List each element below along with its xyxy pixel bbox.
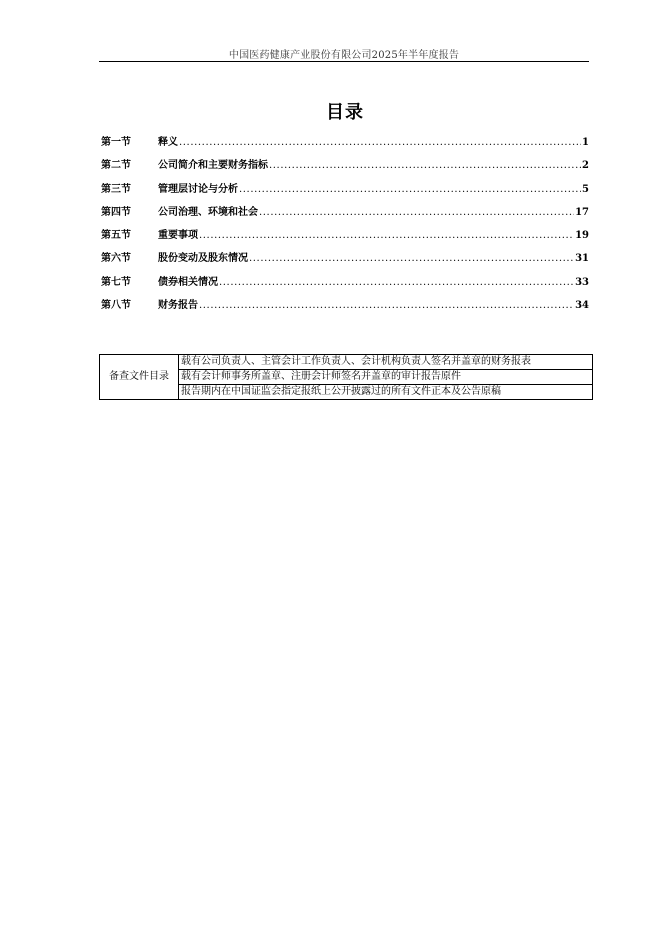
toc-page-number: 17 [575,206,589,218]
toc-section-title: 债券相关情况 [158,276,218,288]
toc-entry[interactable] [101,226,589,249]
toc-dot-leader [239,184,581,195]
table-row [100,355,593,370]
reference-documents-table [99,354,593,400]
toc-dot-leader [199,230,574,241]
toc-dot-leader [179,137,581,148]
toc-page-number: 34 [575,300,589,312]
toc-dot-leader [199,300,574,311]
toc-section-title: 公司治理、环境和社会 [158,206,258,218]
toc-dot-leader [259,207,574,218]
toc-page-number: 33 [575,276,589,288]
toc-section-number: 第四节 [101,206,131,218]
page-header: 中国医药健康产业股份有限公司2025年半年度报告 [228,50,460,61]
toc-entry[interactable] [101,133,589,156]
toc-section-number: 第五节 [101,230,131,242]
reference-documents-label: 备查文件目录 [100,355,179,400]
toc-page-number: 31 [575,253,589,265]
reference-document-item: 载有会计师事务所盖章、注册会计师签名并盖章的审计报告原件 [179,370,593,385]
toc-section-title: 管理层讨论与分析 [158,183,238,195]
toc-section-number: 第七节 [101,276,131,288]
toc-entry[interactable] [101,180,589,203]
toc-section-title: 重要事项 [158,230,198,242]
toc-entry[interactable] [101,296,589,319]
reference-document-item: 载有公司负责人、主管会计工作负责人、会计机构负责人签名并盖章的财务报表 [179,355,593,370]
toc-entry[interactable] [101,249,589,272]
toc-title: 目录 [326,102,364,123]
toc-section-title: 公司简介和主要财务指标 [158,160,268,172]
toc-section-title: 财务报告 [158,300,198,312]
toc-section-number: 第二节 [101,160,131,172]
toc-section-number: 第八节 [101,300,131,312]
toc-section-number: 第六节 [101,253,131,265]
toc-section-number: 第三节 [101,183,131,195]
toc-entry[interactable] [101,156,589,179]
toc-section-title: 股份变动及股东情况 [158,253,248,265]
toc-page-number: 5 [582,183,589,195]
toc-entry[interactable] [101,273,589,296]
toc-entry[interactable] [101,203,589,226]
header-divider [99,61,589,62]
reference-document-item: 报告期内在中国证监会指定报纸上公开披露过的所有文件正本及公告原稿 [179,385,593,400]
toc-dot-leader [249,253,574,264]
toc-page-number: 19 [575,230,589,242]
toc-section-title: 释义 [158,137,178,148]
toc-page-number: 2 [582,160,589,172]
toc-page-number: 1 [582,137,589,148]
toc-dot-leader [269,160,581,171]
toc-dot-leader [219,277,574,288]
toc-section-number: 第一节 [101,137,131,148]
table-of-contents [101,133,589,319]
